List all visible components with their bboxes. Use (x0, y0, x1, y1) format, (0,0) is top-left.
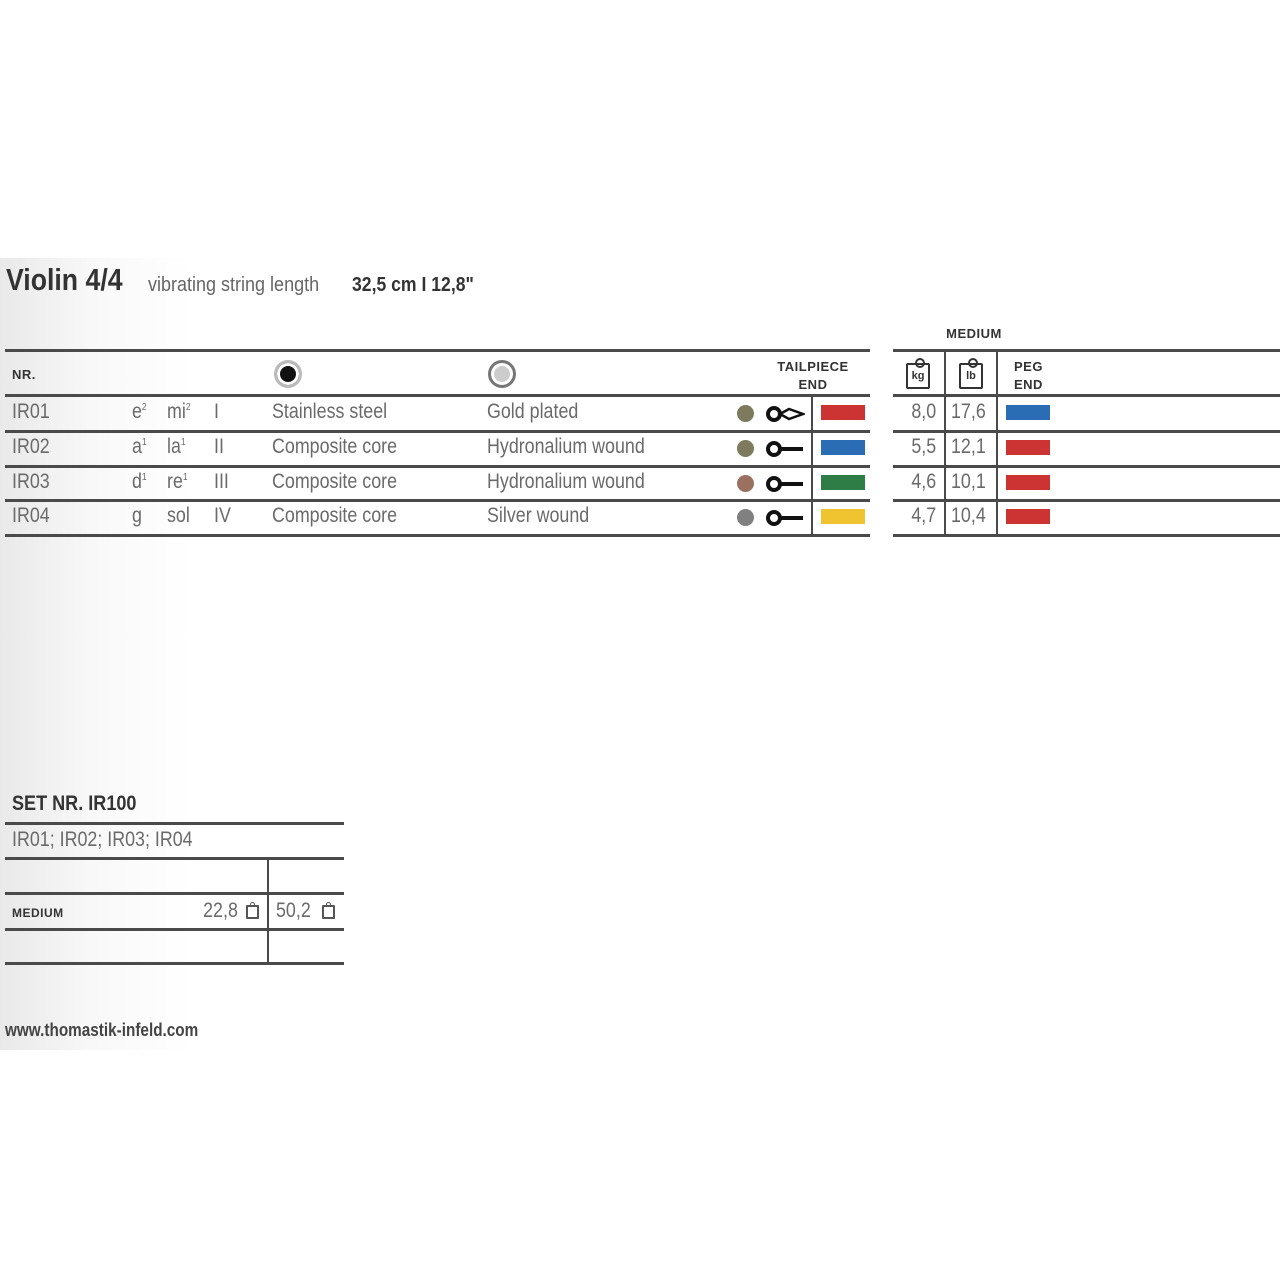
tension-kg: 4,6 (911, 470, 936, 493)
right-row-rule (893, 534, 1280, 537)
core-material: Stainless steel (272, 400, 388, 423)
ball-end-icon (765, 473, 805, 495)
tailpiece-color-swatch (821, 509, 865, 524)
header-bottom-rule (5, 394, 870, 397)
string-color-dot (737, 440, 754, 457)
solfege-text: re (167, 470, 183, 493)
solfege-text: sol (167, 504, 190, 527)
set-tension-label: MEDIUM (12, 906, 64, 920)
set-mid-rule-1 (5, 892, 344, 895)
solfege-name (167, 504, 190, 528)
winding-material: Hydronalium wound (487, 470, 645, 493)
tension-lb: 12,1 (951, 435, 986, 458)
note-name (132, 504, 142, 528)
note-octave: 1 (141, 437, 147, 448)
core-material: Composite core (272, 504, 398, 527)
string-roman-numeral: II (214, 435, 224, 458)
core-material: Composite core (272, 470, 398, 493)
string-number: IR01 (12, 400, 50, 423)
tension-kg: 4,7 (911, 504, 936, 527)
note-name (132, 470, 147, 494)
set-kg-value: 22,8 (203, 899, 238, 922)
note-letter: g (132, 504, 142, 527)
right-row-rule (893, 430, 1280, 433)
table-top-rule (5, 349, 870, 352)
string-number: IR02 (12, 435, 50, 458)
string-length-value: 32,5 cm I 12,8" (352, 274, 474, 296)
solfege-text: la (167, 435, 181, 458)
note-letter: d (132, 470, 142, 493)
core-material-icon (274, 360, 302, 388)
note-name (132, 400, 147, 424)
set-contents-rule (5, 857, 344, 860)
solfege-text: mi (167, 400, 186, 423)
row-rule (5, 430, 870, 433)
string-roman-numeral: IV (214, 504, 231, 527)
lb-divider (996, 350, 998, 536)
solfege-name (167, 400, 191, 424)
tension-kg: 5,5 (911, 435, 936, 458)
tension-header: MEDIUM (946, 326, 1002, 341)
note-octave: 2 (141, 402, 147, 413)
peg-end-header (1014, 358, 1043, 394)
tension-lb: 17,6 (951, 400, 986, 423)
string-number: IR03 (12, 470, 50, 493)
peg-header-line2: END (1014, 377, 1043, 392)
tension-kg: 8,0 (911, 400, 936, 423)
winding-material: Silver wound (487, 504, 590, 527)
string-roman-numeral: I (214, 400, 219, 423)
row-rule (5, 465, 870, 468)
lb-weight-icon (959, 363, 983, 389)
set-title: SET NR. IR100 (12, 792, 137, 815)
kg-divider (944, 350, 946, 536)
set-top-rule (5, 822, 344, 825)
tailpiece-header-line1: TAILPIECE (777, 359, 849, 374)
tension-lb: 10,1 (951, 470, 986, 493)
set-mid-rule-2 (5, 928, 344, 931)
solfege-name (167, 470, 188, 494)
note-octave: 1 (141, 472, 147, 483)
ball-end-icon (765, 438, 805, 460)
right-row-rule (893, 465, 1280, 468)
tailpiece-header-line2: END (798, 377, 828, 392)
tailpiece-color-swatch (821, 440, 865, 455)
tailpiece-color-swatch (821, 405, 865, 420)
lb-unit: lb (966, 370, 976, 382)
set-contents: IR01; IR02; IR03; IR04 (12, 828, 193, 851)
string-roman-numeral: III (214, 470, 229, 493)
set-divider (267, 859, 269, 964)
right-header-bottom-rule (893, 394, 1280, 397)
loop-end-icon (765, 403, 805, 425)
tension-lb: 10,4 (951, 504, 986, 527)
kg-weight-icon (906, 363, 930, 389)
set-lb-weight-icon (322, 905, 335, 919)
string-color-dot (737, 475, 754, 492)
row-rule (5, 499, 870, 502)
peg-color-swatch (1006, 440, 1050, 455)
winding-material-icon (488, 360, 516, 388)
winding-material: Gold plated (487, 400, 579, 423)
string-color-dot (737, 509, 754, 526)
peg-color-swatch (1006, 509, 1050, 524)
note-letter: e (132, 400, 142, 423)
right-table-top-rule (893, 349, 1280, 352)
string-color-dot (737, 405, 754, 422)
row-rule (5, 534, 870, 537)
right-row-rule (893, 499, 1280, 502)
peg-color-swatch (1006, 405, 1050, 420)
string-number: IR04 (12, 504, 50, 527)
peg-color-swatch (1006, 475, 1050, 490)
background-band (0, 258, 1280, 1050)
note-letter: a (132, 435, 142, 458)
string-length-label: vibrating string length (148, 274, 320, 296)
peg-header-line1: PEG (1014, 359, 1043, 374)
set-lb-value: 50,2 (276, 899, 311, 922)
solfege-octave: 2 (185, 402, 191, 413)
tailpiece-color-swatch (821, 475, 865, 490)
set-kg-weight-icon (246, 905, 259, 919)
solfege-name (167, 435, 186, 459)
kg-unit: kg (911, 370, 925, 382)
core-material: Composite core (272, 435, 398, 458)
solfege-octave: 1 (180, 437, 186, 448)
set-bottom-rule (5, 962, 344, 965)
winding-material: Hydronalium wound (487, 435, 645, 458)
solfege-octave: 1 (182, 472, 188, 483)
ball-end-icon (765, 507, 805, 529)
website-link[interactable]: www.thomastik-infeld.com (5, 1020, 199, 1040)
nr-header: NR. (12, 367, 36, 382)
tailpiece-end-header (770, 358, 856, 394)
note-name (132, 435, 147, 459)
instrument-title: Violin 4/4 (6, 262, 123, 297)
